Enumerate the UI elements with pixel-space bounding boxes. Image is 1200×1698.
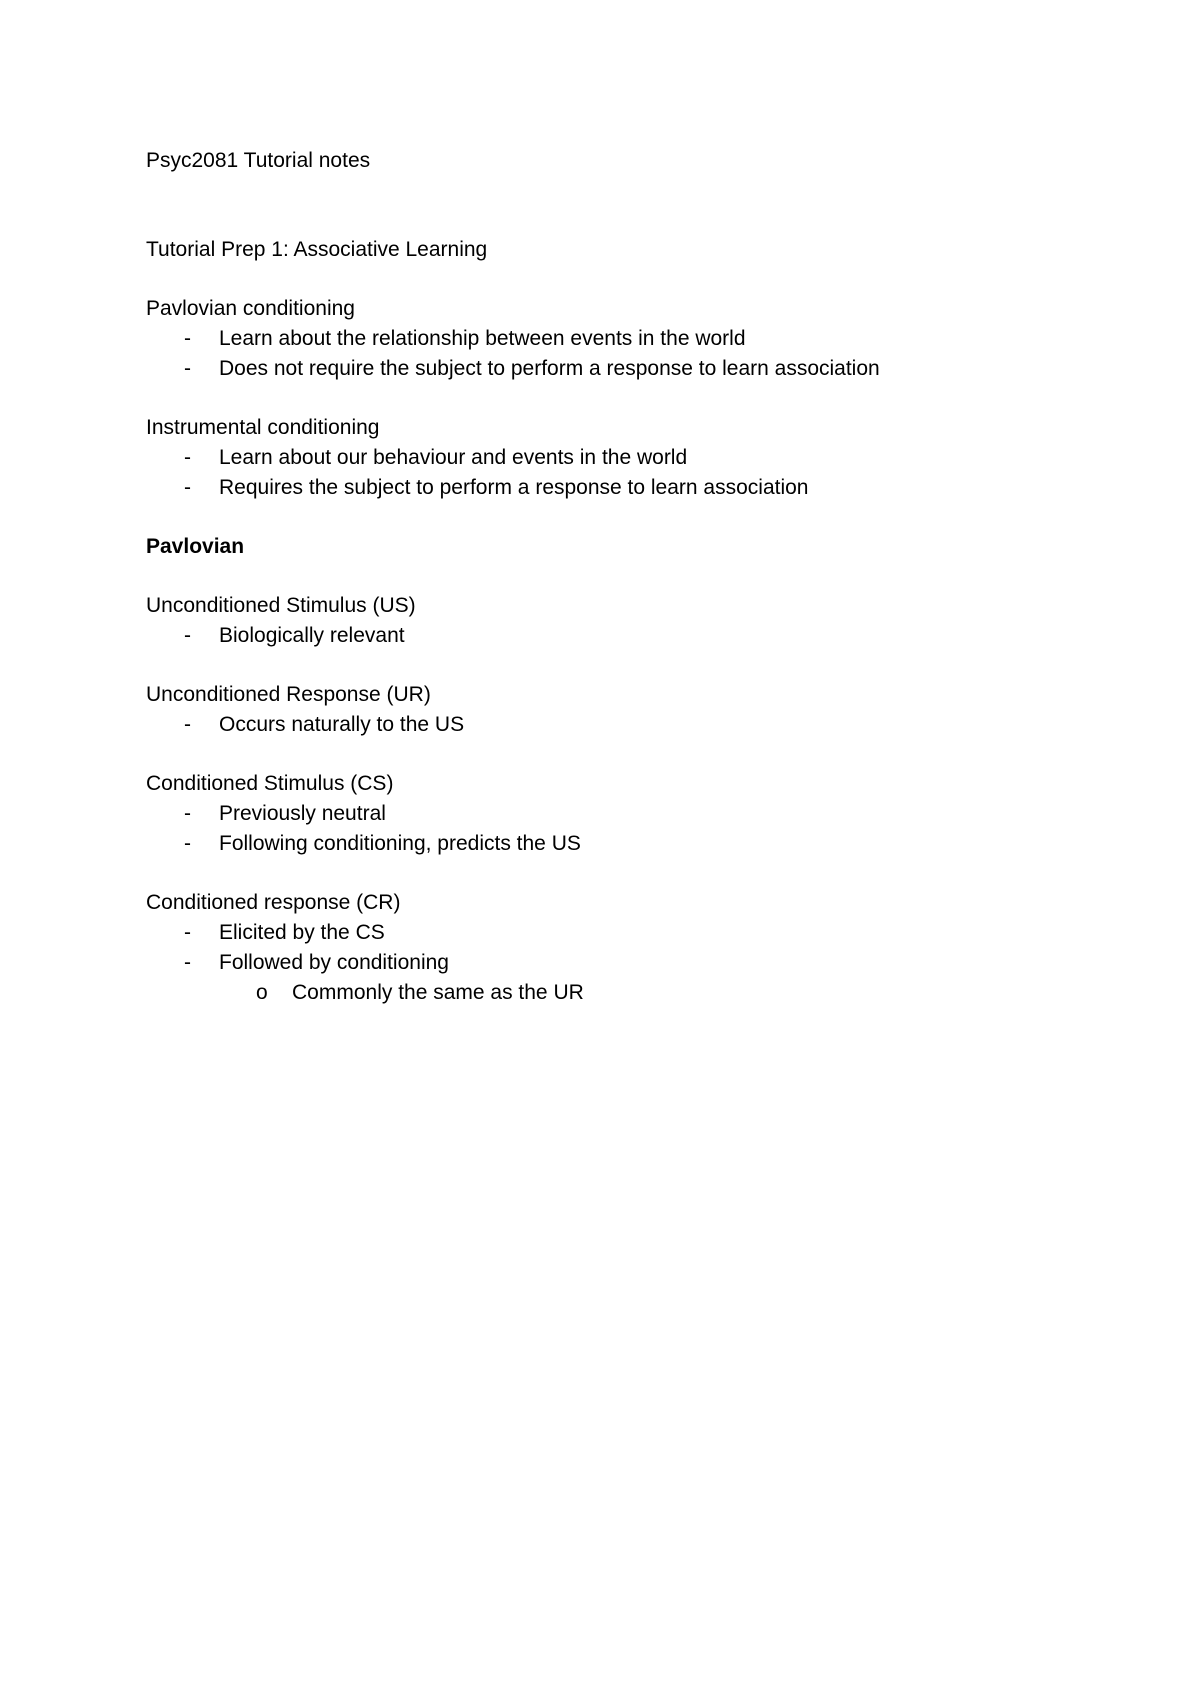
bullet-text: Biologically relevant bbox=[219, 624, 405, 647]
bullet-text: Following conditioning, predicts the US bbox=[219, 832, 581, 855]
dash-bullet: - bbox=[184, 327, 191, 350]
sub-bullet-text: Commonly the same as the UR bbox=[292, 981, 584, 1004]
bullet-text: Requires the subject to perform a response to learn association bbox=[219, 476, 809, 499]
bullet-text: Elicited by the CS bbox=[219, 921, 385, 944]
bullet-text: Occurs naturally to the US bbox=[219, 713, 465, 736]
dash-bullet: - bbox=[184, 624, 191, 647]
dash-bullet: - bbox=[184, 446, 191, 469]
bullet-text: Does not require the subject to perform a response to learn association bbox=[219, 357, 880, 380]
us-heading: Unconditioned Stimulus (US) bbox=[146, 594, 416, 617]
bullet-text: Followed by conditioning bbox=[219, 951, 449, 974]
instrumental-conditioning-heading: Instrumental conditioning bbox=[146, 416, 380, 439]
pavlovian-heading: Pavlovian bbox=[146, 535, 245, 558]
cr-heading: Conditioned response (CR) bbox=[146, 891, 401, 914]
cs-heading: Conditioned Stimulus (CS) bbox=[146, 772, 394, 795]
dash-bullet: - bbox=[184, 476, 191, 499]
dash-bullet: - bbox=[184, 713, 191, 736]
dash-bullet: - bbox=[184, 951, 191, 974]
dash-bullet: - bbox=[184, 921, 191, 944]
circle-bullet: o bbox=[256, 981, 268, 1004]
bullet-text: Learn about our behaviour and events in the world bbox=[219, 446, 688, 469]
bullet-text: Previously neutral bbox=[219, 802, 386, 825]
dash-bullet: - bbox=[184, 357, 191, 380]
dash-bullet: - bbox=[184, 802, 191, 825]
section-heading: Tutorial Prep 1: Associative Learning bbox=[146, 238, 488, 261]
document-title: Psyc2081 Tutorial notes bbox=[146, 149, 371, 172]
ur-heading: Unconditioned Response (UR) bbox=[146, 683, 431, 706]
bullet-text: Learn about the relationship between events in the world bbox=[219, 327, 746, 350]
pavlovian-conditioning-heading: Pavlovian conditioning bbox=[146, 297, 355, 320]
dash-bullet: - bbox=[184, 832, 191, 855]
